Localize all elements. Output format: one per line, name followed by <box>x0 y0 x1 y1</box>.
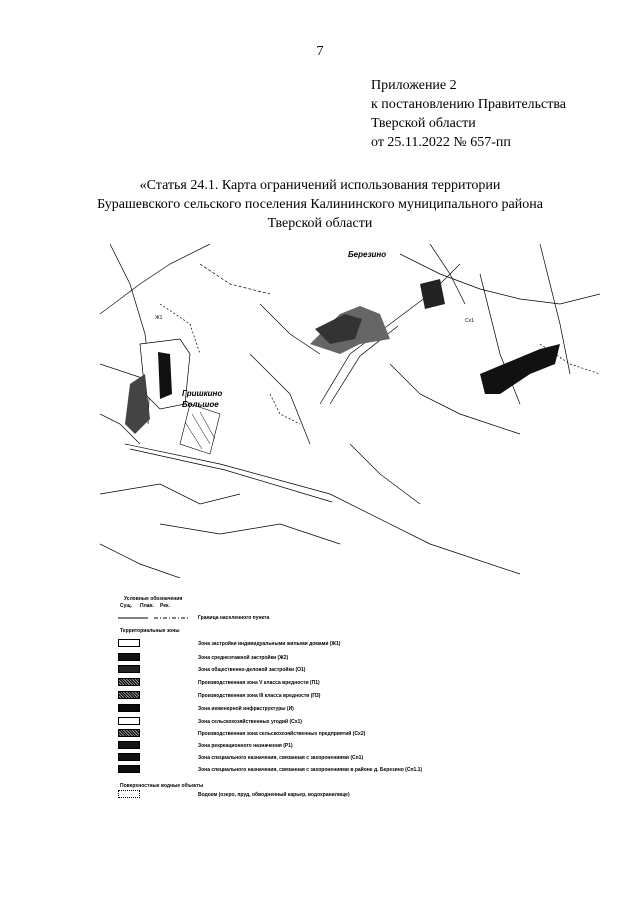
title-line-1: «Статья 24.1. Карта ограничений использования территории <box>139 178 501 193</box>
appendix-block <box>371 76 566 152</box>
legend-item-label: Производственная зона III класса вредности (П3) <box>198 693 321 699</box>
legend-item-label: Производственная зона V класса вредности (П1) <box>198 680 320 686</box>
legend-heading: Условные обозначения <box>124 596 183 602</box>
legend-col-rek: Рек. <box>160 603 170 609</box>
water-swatch <box>118 790 140 798</box>
legend-col-sush: Сущ. <box>120 603 132 609</box>
map-zone-sh1: Сх1 <box>465 318 474 324</box>
legend-swatch <box>118 765 140 773</box>
appendix-line-1: Приложение 2 <box>371 78 457 93</box>
article-title <box>60 176 580 233</box>
legend-swatch <box>118 691 140 699</box>
title-line-3: Тверской области <box>267 216 373 231</box>
legend-item-label: Зона инженерной инфраструктуры (И) <box>198 706 294 712</box>
legend-swatch <box>118 741 140 749</box>
legend-boundary-label: Граница населенного пункта <box>198 615 270 621</box>
legend-item-label: Производственная зона сельскохозяйственных предприятий (Сх2) <box>198 731 366 737</box>
legend-swatch <box>118 729 140 737</box>
legend-item-label: Зона рекреационного назначения (Р1) <box>198 743 293 749</box>
legend-item-label: Зона общественно-деловой застройки (О1) <box>198 667 306 673</box>
legend-swatch <box>118 678 140 686</box>
legend-water-heading: Поверхностные водные объекты <box>120 783 204 789</box>
map-label-berezino: Березино <box>348 250 387 259</box>
appendix-line-2: к постановлению Правительства <box>371 97 567 112</box>
legend-swatch <box>118 653 140 661</box>
title-line-2: Бурашевского сельского поселения Калининского муниципального района <box>97 197 543 212</box>
legend-territorial-heading: Территориальные зоны <box>120 628 180 634</box>
legend-item-label: Зона специального назначения, связанная с захоронениями (Сп1) <box>198 755 364 761</box>
legend-item-label: Зона застройки индивидуальными жилыми домами (Ж1) <box>198 641 341 647</box>
map-zone-j1: Ж1 <box>155 315 163 321</box>
legend-item-label: Зона специального назначения, связанная с захоронениями в районе д. Березино (Сп1.1) <box>198 767 423 773</box>
legend-swatch <box>118 753 140 761</box>
legend-item-label: Зона сельскохозяйственных угодий (Сх1) <box>198 719 302 725</box>
legend-water-label: Водоем (озеро, пруд, обводненный карьер, водохранилище) <box>198 792 350 798</box>
legend-col-plan: План. <box>140 603 154 609</box>
restrictions-map <box>100 244 600 578</box>
appendix-line-3: Тверской области <box>371 116 476 131</box>
boundary-line-icon <box>118 615 188 621</box>
appendix-line-4: от 25.11.2022 № 657-пп <box>371 135 511 150</box>
legend-swatch <box>118 665 140 673</box>
legend-swatch <box>118 639 140 647</box>
legend-item-label: Зона среднеэтажной застройки (Ж2) <box>198 655 289 661</box>
legend-swatch <box>118 717 140 725</box>
map-label-bolshoe: Большое <box>182 400 219 409</box>
map-label-grishkino: Гришкино <box>182 389 223 398</box>
legend-swatch <box>118 704 140 712</box>
page-number: 7 <box>316 44 324 59</box>
